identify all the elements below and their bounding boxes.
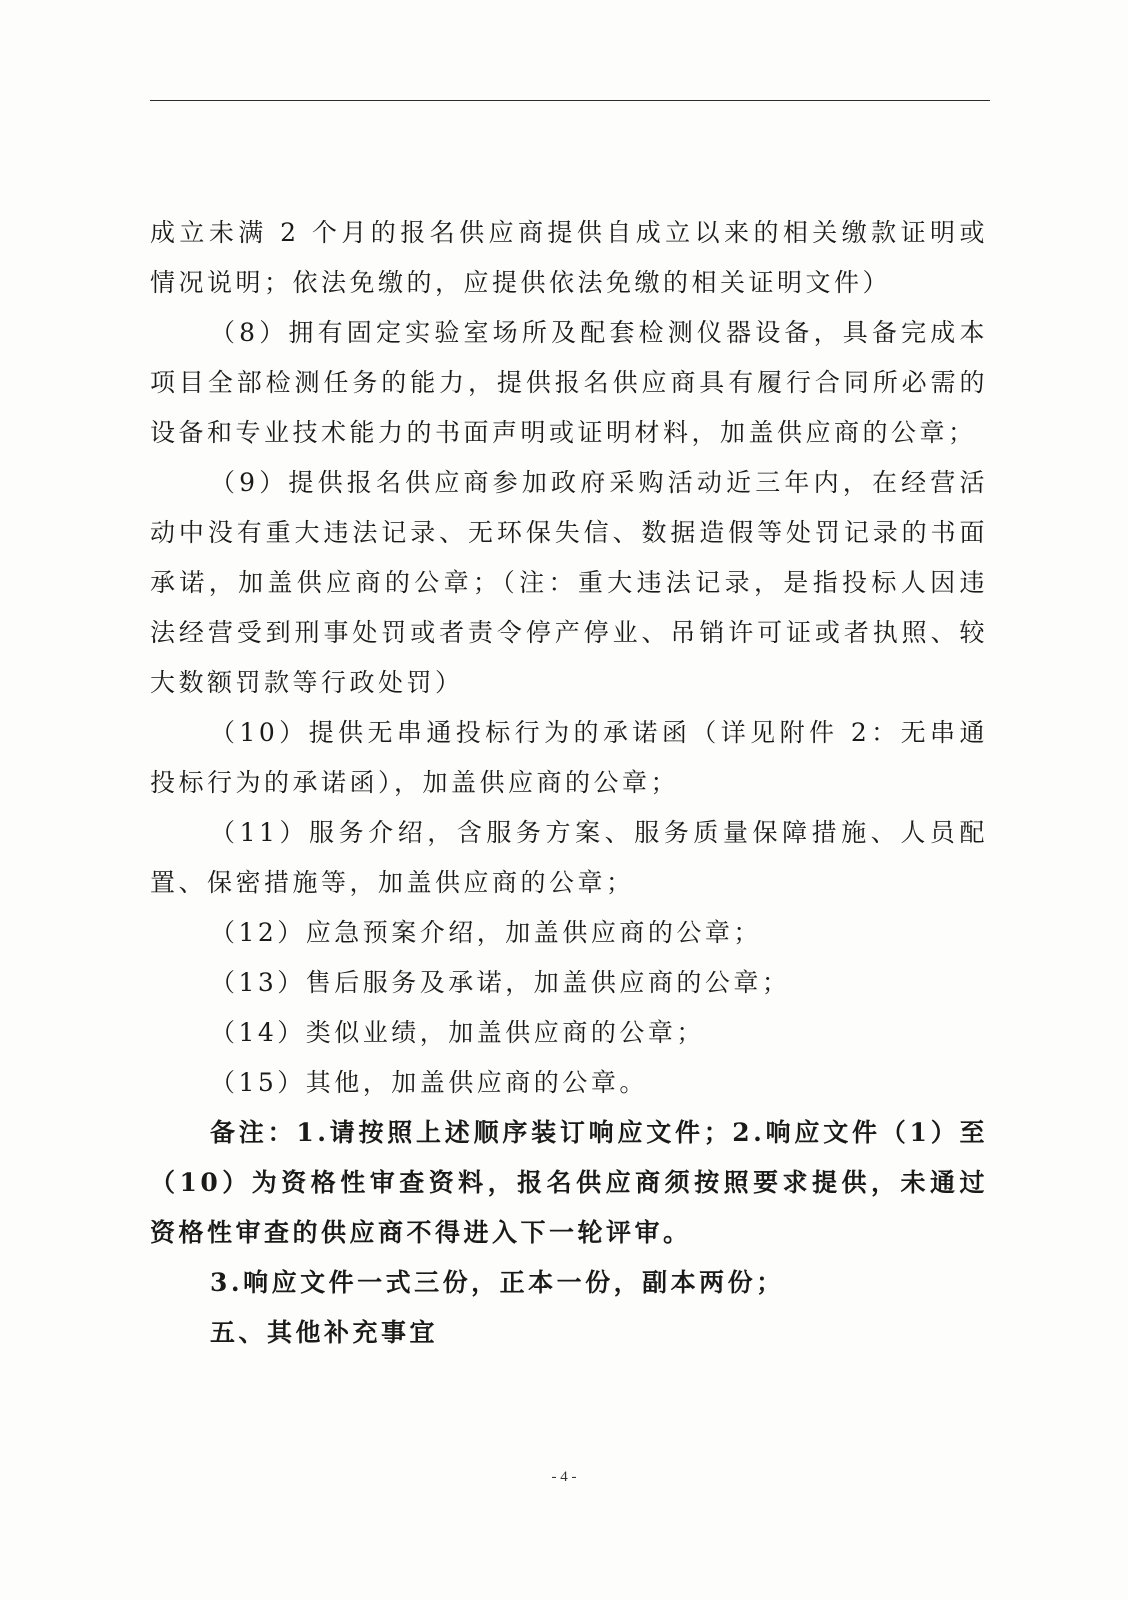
paragraph-item-15: （15）其他，加盖供应商的公章。 [210,1068,648,1097]
paragraph-item-9: （9）提供报名供应商参加政府采购活动近三年内，在经营活动中没有重大违法记录、无环保失信、数据造假等处罚记录的书面承诺，加盖供应商的公章；（注：重大违法记录，是指投标人因违法经营受到刑事处罚或者责令停产停业、吊销许可证或者执照、较大数额罚款等行政处罚） [150,468,988,697]
paragraph-item-11: （11）服务介绍，含服务方案、服务质量保障措施、人员配置、保密措施等，加盖供应商的公章； [150,818,988,897]
paragraph-item-12: （12）应急预案介绍，加盖供应商的公章； [210,918,762,947]
paragraph-remark: 备注：1.请按照上述顺序装订响应文件；2.响应文件（1）至（10）为资格性审查资料，报名供应商须按照要求提供，未通过资格性审查的供应商不得进入下一轮评审。 [150,1118,988,1247]
section-heading-other-matters: 五、其他补充事宜 [210,1318,439,1347]
header-rule [150,100,990,101]
paragraph-item-13: （13）售后服务及承诺，加盖供应商的公章； [210,968,791,997]
document-body [150,208,988,1358]
page-number: - 4 - [551,1469,577,1485]
paragraph-continuation: 成立未满 2 个月的报名供应商提供自成立以来的相关缴款证明或情况说明；依法免缴的，应提供依法免缴的相关证明文件） [150,218,988,297]
paragraph-copies-note: 3.响应文件一式三份，正本一份，副本两份； [210,1268,785,1297]
paragraph-item-14: （14）类似业绩，加盖供应商的公章； [210,1018,705,1047]
paragraph-item-10: （10）提供无串通投标行为的承诺函（详见附件 2：无串通投标行为的承诺函），加盖供应商的公章； [150,718,988,797]
paragraph-item-8: （8）拥有固定实验室场所及配套检测仪器设备，具备完成本项目全部检测任务的能力，提供报名供应商具有履行合同所必需的设备和专业技术能力的书面声明或证明材料，加盖供应商的公章； [150,318,988,447]
